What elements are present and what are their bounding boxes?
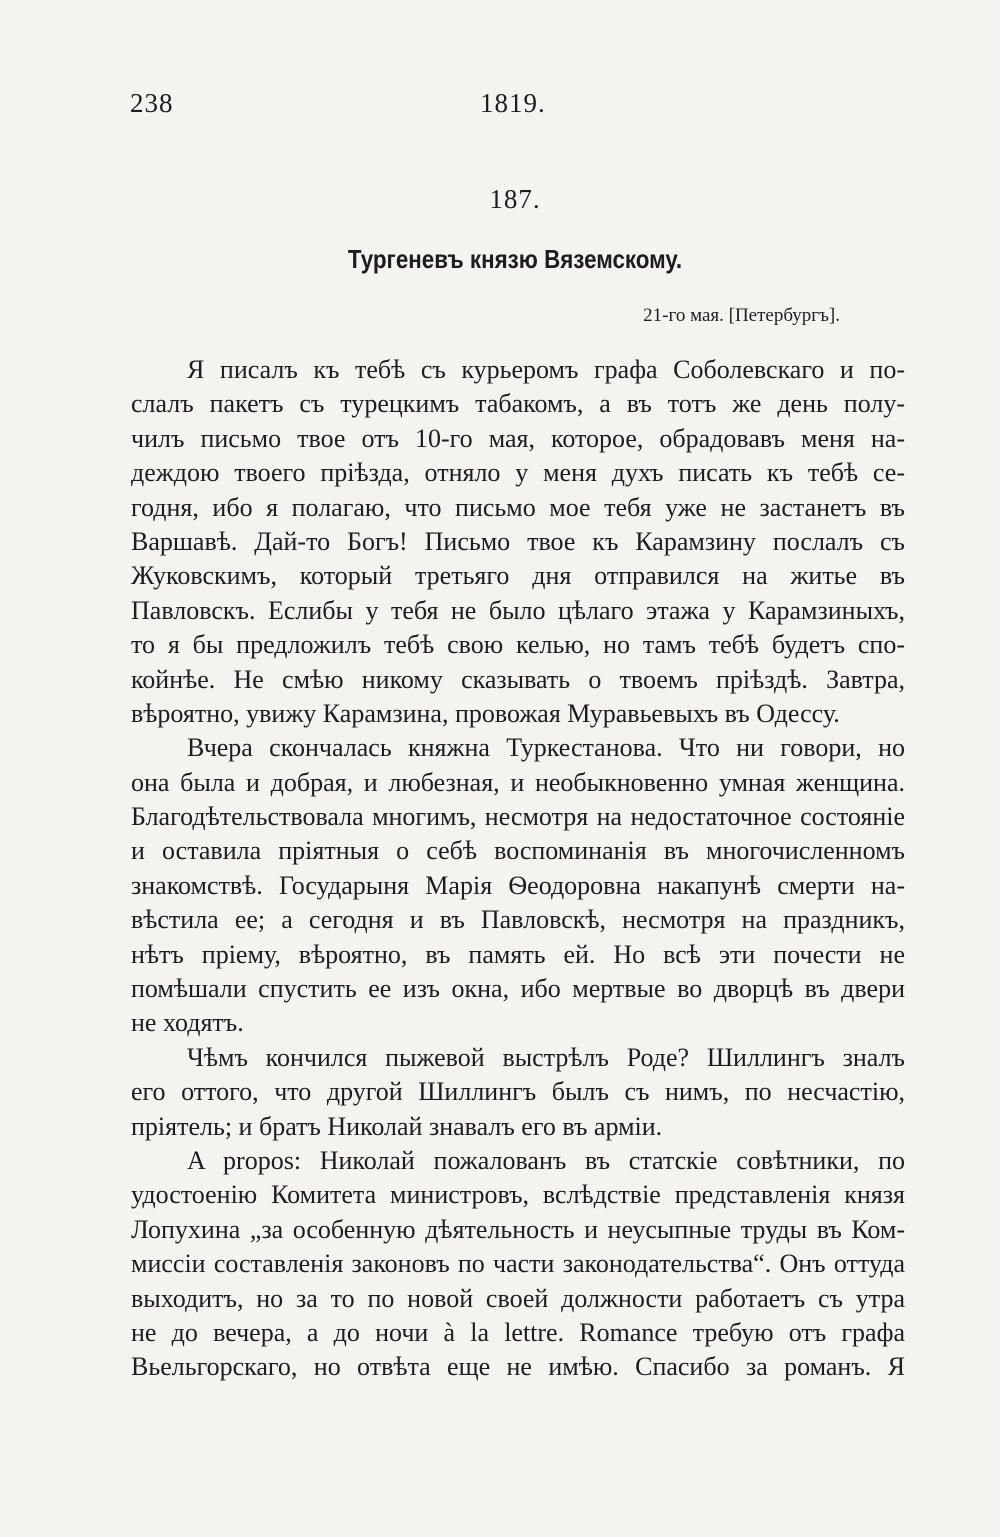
text-line: Вьельгорскаго, но отвѣта еще не имѣю. Спасибо за романъ. Я [131,1352,905,1382]
text-line: чилъ письмо твое отъ 10-го мая, которое, обрадовавъ меня на- [131,423,905,453]
text-line: Лопухина „за особенную дѣятельность и неусыпные труды въ Ком- [131,1214,905,1244]
running-head-year: 1819. [480,88,546,118]
text-line: деждою твоего пріѣзда, отняло у меня духъ писать къ тебѣ се- [131,458,905,488]
text-line: и оставила пріятныя о себѣ воспоминанія въ многочисленномъ [131,836,905,866]
text-line: Чѣмъ кончился пыжевой выстрѣлъ Роде? Шиллингъ зналъ [187,1042,905,1072]
text-line: удостоенію Комитета министровъ, вслѣдствіе представленія князя [131,1180,905,1210]
text-line: слалъ пакетъ съ турецкимъ табакомъ, а въ тотъ же день полу- [131,389,905,419]
text-line: Я писалъ къ тебѣ съ курьеромъ графа Соболевскаго и по- [187,355,905,384]
text-line: годня, ибо я полагаю, что письмо мое тебя уже не застанетъ въ [131,492,905,522]
text-line: вѣстила ее; а сегодня и въ Павловскѣ, несмотря на праздникъ, [131,905,905,935]
text-line: то я бы предложилъ тебѣ свою келью, но тамъ тебѣ будетъ спо- [131,630,905,660]
text-line: знакомствѣ. Государыня Марія Ѳеодоровна накапунѣ смерти на- [131,870,905,900]
text-line: не ходятъ. [131,1008,244,1038]
text-line: Варшавѣ. Дай-то Богъ! Письмо твое къ Карамзину послалъ съ [131,526,905,556]
letter-dateline: 21-го мая. [Петербургъ]. [643,305,840,326]
text-line: пріятель; и братъ Николай знавалъ его въ арміи. [131,1111,663,1141]
text-line: койнѣе. Не смѣю никому сказывать о твоемъ пріѣздѣ. Завтра, [131,664,905,694]
text-line: помѣшали спустить ее изъ окна, ибо мертвые во дворцѣ въ двери [131,974,905,1004]
running-head [130,88,900,128]
letter-number: 187. [489,184,541,214]
text-line: вѣроятно, увижу Карамзина, провожая Муравьевыхъ въ Одессу. [131,698,840,728]
text-line: не до вечера, а до ночи à la lettre. Romance требую отъ графа [131,1317,905,1347]
text-line: его оттого, что другой Шиллингъ былъ съ нимъ, по несчастію, [131,1077,905,1107]
letter-body [131,353,905,1385]
text-line: Благодѣтельствовала многимъ, несмотря на недостаточное состояніе [131,802,905,832]
text-line: нѣтъ пріему, вѣроятно, въ память ей. Но всѣ эти почести не [131,939,905,969]
text-line: миссіи составленія законовъ по части законодательства“. Онъ оттуда [131,1249,905,1279]
text-line: она была и добрая, и любезная, и необыкновенно умная женщина. [131,767,905,797]
text-line: Павловскъ. Еслибы у тебя не было цѣлаго этажа у Карамзиныхъ, [131,595,905,625]
text-line: A propos: Николай пожалованъ въ статскіе совѣтники, по [187,1145,905,1175]
letter-title: Тургеневъ князю Вяземскому. [347,244,683,274]
text-line: Вчера скончалась княжна Туркестанова. Что ни говори, но [187,733,905,763]
text-line: выходитъ, но за то по новой своей должности работаетъ съ утра [131,1283,905,1313]
text-line: Жуковскимъ, который третьяго дня отправился на житье въ [131,561,905,591]
page-number: 238 [130,88,174,118]
